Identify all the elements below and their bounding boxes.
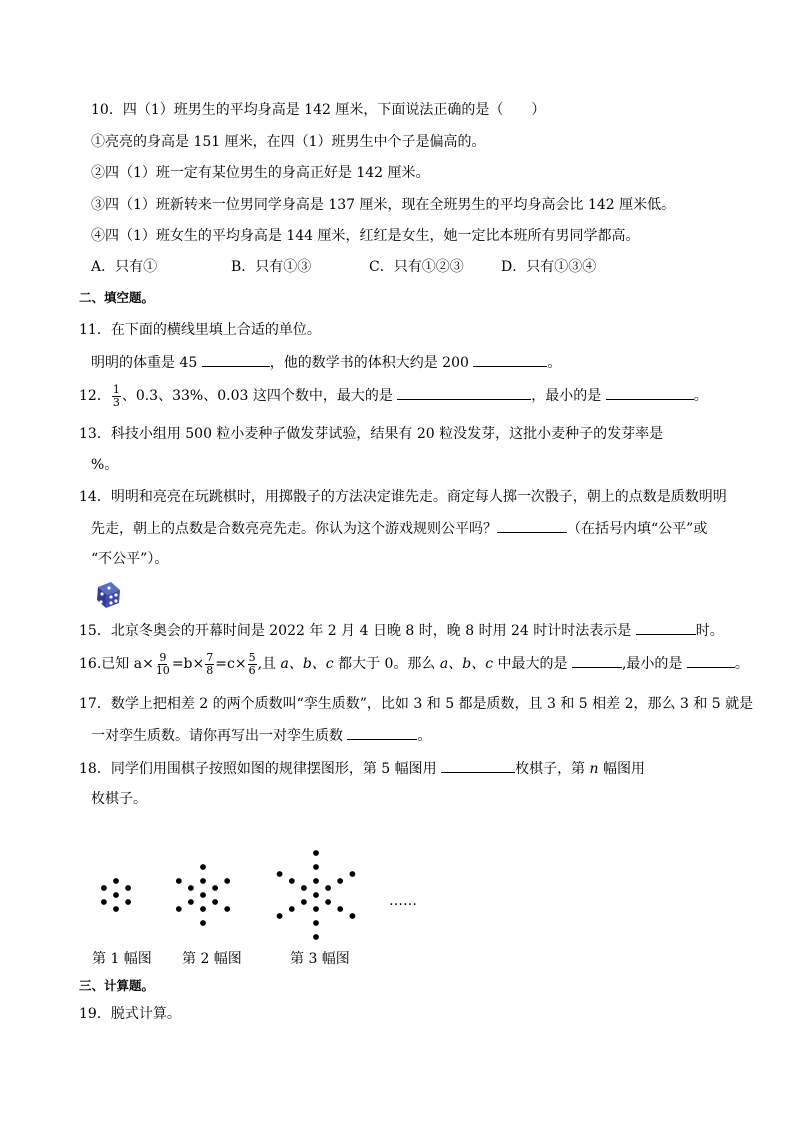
figure-1-caption: 第 1 幅图 — [92, 951, 152, 967]
q11-blank-1[interactable] — [202, 352, 270, 367]
q11-text-3: 。 — [547, 355, 562, 371]
q16 — [79, 650, 749, 678]
q16-f3-den: 6 — [248, 663, 256, 677]
chess-piece-dot — [212, 899, 218, 905]
q12-text-2: ，最小的是 — [531, 388, 602, 404]
q17-line-2 — [91, 725, 431, 746]
chess-piece-dot — [301, 899, 307, 905]
chess-piece-dot — [200, 920, 206, 926]
q17-text-2: 。 — [417, 728, 432, 744]
q10-stem: 10．四（1）班男生的平均身高是 142 厘米，下面说法正确的是（ ） — [91, 102, 546, 118]
q16-eq-b: =b — [171, 656, 193, 672]
q10-options — [91, 257, 596, 277]
chess-piece-dot — [289, 906, 295, 912]
chess-piece-dot — [224, 878, 230, 884]
q18-blank-1[interactable] — [441, 758, 515, 773]
q16-vars-1: a、b、c — [280, 656, 334, 672]
q16-text-4: 中最大的是 — [497, 656, 568, 672]
chess-piece-dot — [200, 892, 206, 898]
q16-fraction-1 — [155, 652, 171, 677]
chess-piece-dot — [113, 878, 119, 884]
figure-2 — [176, 864, 230, 926]
chess-piece-dot — [277, 871, 283, 877]
chess-piece-dot — [289, 878, 295, 884]
q16-times-3: × — [234, 656, 247, 672]
q16-f2-den: 8 — [206, 663, 214, 677]
q10-statement-3: ③四（1）班新转来一位男同学身高是 137 厘米，现在全班男生的平均身高会比 142 厘米低。 — [91, 197, 676, 213]
q14-blank[interactable] — [497, 518, 567, 533]
chess-piece-dot — [325, 885, 331, 891]
q10-statement-2: ②四（1）班一定有某位男生的身高正好是 142 厘米。 — [91, 165, 430, 181]
q17-text-1: 一对孪生质数。请你再写出一对孪生质数 — [91, 728, 343, 744]
q18-var-n: n — [589, 761, 599, 777]
q11-stem: 11．在下面的横线里填上合适的单位。 — [79, 322, 321, 338]
q10-statement-4: ④四（1）班女生的平均身高是 144 厘米，红红是女生，她一定比本班所有男同学都高。 — [91, 228, 640, 244]
q12-blank-1[interactable] — [397, 385, 531, 400]
chess-piece-dot — [188, 885, 194, 891]
q12-blank-2[interactable] — [606, 385, 694, 400]
q11-text-1: 明明的体重是 45 — [91, 355, 198, 371]
chess-piece-dot — [224, 906, 230, 912]
q13-line-1: 13．科技小组用 500 粒小麦种子做发芽试验，结果有 20 粒没发芽，这批小麦种子的发芽率是 — [79, 426, 664, 442]
q16-eq-c: =c — [215, 656, 235, 672]
chess-piece-dot — [277, 913, 283, 919]
q16-times-1: × — [142, 656, 154, 672]
q16-vars-2: a、b、c — [439, 656, 494, 672]
q10-option-a[interactable]: A．只有① — [91, 259, 158, 275]
chess-piece-dot — [350, 913, 356, 919]
q16-text-6: 。 — [734, 656, 749, 672]
chess-piece-dot — [188, 899, 194, 905]
chess-piece-dot — [200, 864, 206, 870]
q12-number: 12． — [79, 388, 111, 404]
chess-piece-dot — [337, 878, 343, 884]
chess-piece-dot — [113, 906, 119, 912]
chess-piece-dot — [212, 885, 218, 891]
q16-f3-num: 5 — [248, 650, 256, 664]
chess-piece-dot — [101, 899, 107, 905]
chess-piece-dot — [176, 878, 182, 884]
q10-option-d[interactable]: D．只有①③④ — [501, 259, 597, 275]
figure-2-caption: 第 2 幅图 — [182, 951, 242, 967]
q16-var-a: a — [133, 656, 143, 672]
q15-text-1: 15．北京冬奥会的开幕时间是 2022 年 2 月 4 日晚 8 时，晚 8 时用 24 时计时法表示是 — [79, 623, 632, 639]
q16-text-1: 16.已知 — [79, 656, 130, 672]
q12-text-3: 。 — [693, 388, 708, 404]
q11-body — [91, 352, 561, 373]
q10-statement-1: ①亮亮的身高是 151 厘米，在四（1）班男生中个子是偏高的。 — [91, 134, 486, 150]
chess-piece-dot — [101, 885, 107, 891]
q14-line-2 — [91, 518, 707, 539]
chess-piece-dot — [200, 878, 206, 884]
q14-line-3: “不公平”）。 — [91, 551, 169, 567]
q18-line-1 — [79, 758, 645, 779]
q18-line-2: 枚棋子。 — [91, 791, 147, 807]
q16-f2-num: 7 — [206, 650, 214, 664]
chess-piece-dot — [125, 885, 131, 891]
q12-frac-den: 3 — [112, 395, 120, 409]
chess-piece-dot — [200, 906, 206, 912]
q10-option-c[interactable]: C．只有①②③ — [369, 259, 464, 275]
chess-piece-dot — [350, 871, 356, 877]
q16-blank-2[interactable] — [687, 653, 735, 668]
figure-3-caption: 第 3 幅图 — [290, 951, 350, 967]
q16-fraction-3 — [248, 652, 257, 677]
chess-piece-dot — [113, 892, 119, 898]
chess-piece-dot — [313, 850, 319, 856]
q15 — [79, 620, 724, 641]
q16-fraction-2 — [205, 652, 214, 677]
q16-text-5: ,最小的是 — [621, 656, 683, 672]
figure-1 — [101, 878, 131, 912]
chess-piece-dot — [125, 899, 131, 905]
q10-option-b[interactable]: B．只有①③ — [231, 259, 312, 275]
chess-piece-dot — [313, 892, 319, 898]
q15-blank[interactable] — [636, 620, 696, 635]
chess-piece-dot — [301, 885, 307, 891]
q18-text-2: 枚棋子，第 — [515, 761, 586, 777]
q16-text-2: ,且 — [257, 656, 277, 672]
q12 — [79, 382, 708, 410]
q15-text-2: 时。 — [695, 623, 724, 639]
q13-line-2: %。 — [91, 457, 119, 473]
chess-piece-dot — [325, 899, 331, 905]
q12-fraction — [112, 384, 121, 409]
q14-text-1: 先走，朝上的点数是合数亮亮先走。你认为这个游戏规则公平吗？ — [91, 521, 497, 537]
q18-text-1: 18．同学们用围棋子按照如图的规律摆图形，第 5 幅图用 — [79, 761, 437, 777]
q19-stem: 19．脱式计算。 — [79, 1006, 181, 1022]
q14-line-1: 14．明明和亮亮在玩跳棋时，用掷骰子的方法决定谁先走。商定每人掷一次骰子，朝上的点数是质数明明 — [79, 489, 727, 505]
section-3-title: 三、计算题。 — [79, 978, 155, 993]
chess-piece-dot — [313, 934, 319, 940]
q14-text-2: （在括号内填“公平”或 — [567, 521, 708, 537]
chess-piece-dot — [313, 864, 319, 870]
chess-piece-dot — [176, 906, 182, 912]
q11-blank-2[interactable] — [473, 352, 547, 367]
q11-text-2: ，他的数学书的体积大约是 200 — [269, 355, 469, 371]
q17-blank[interactable] — [347, 725, 417, 740]
q16-blank-1[interactable] — [572, 653, 622, 668]
chess-piece-dot — [337, 906, 343, 912]
q16-times-2: × — [192, 656, 205, 672]
q16-text-3: 都大于 0。那么 — [338, 656, 436, 672]
q12-frac-num: 1 — [112, 382, 120, 396]
q18-text-3: 幅图用 — [603, 761, 646, 777]
q16-f1-den: 10 — [155, 663, 170, 677]
chess-piece-dot — [313, 878, 319, 884]
chess-piece-dot — [313, 906, 319, 912]
q17-line-1: 17．数学上把相差 2 的两个质数叫“孪生质数”，比如 3 和 5 都是质数，且 3 和 5 相差 2，那么 3 和 5 就是 — [79, 696, 754, 712]
q16-f1-num: 9 — [159, 650, 167, 664]
figures-ellipsis: …… — [389, 893, 417, 909]
q12-text-1: 、0.3、33%、0.03 这四个数中，最大的是 — [121, 388, 393, 404]
section-2-title: 二、填空题。 — [79, 290, 155, 305]
figure-3 — [277, 850, 356, 940]
chess-piece-dot — [313, 920, 319, 926]
dice-icon — [92, 578, 124, 610]
